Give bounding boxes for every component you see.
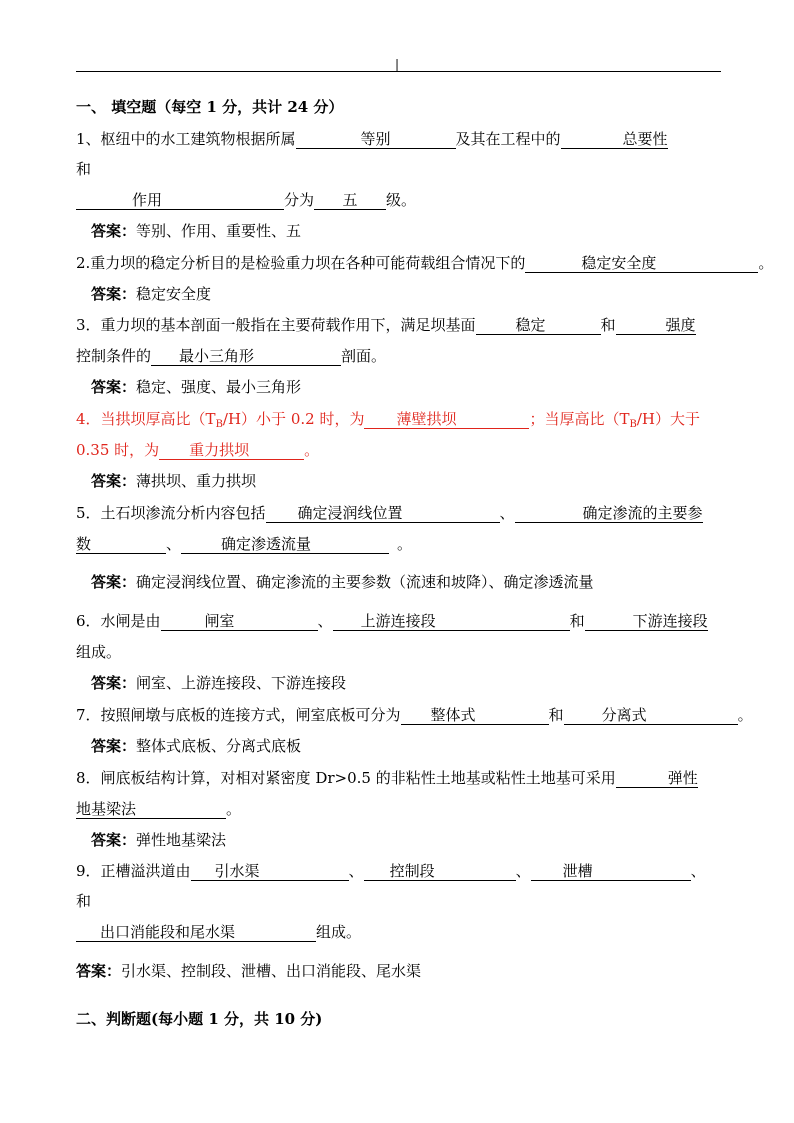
- q1-text-end: 级。: [386, 191, 417, 209]
- header-rule: [76, 71, 721, 72]
- q5-blank-1: 确定浸润线位置: [266, 505, 500, 523]
- q7-text-end: 。: [737, 706, 753, 724]
- q9-blank-3: 泄槽: [531, 863, 691, 881]
- q1-text: 1、枢纽中的水工建筑物根据所属: [76, 130, 296, 148]
- answer-label: 答案：: [91, 737, 137, 755]
- answer-6: [91, 673, 346, 693]
- answer-8: [91, 830, 226, 850]
- answer-label: 答案：: [91, 222, 137, 240]
- q3-text-2: 控制条件的: [76, 347, 152, 365]
- q9-sep-3: 、: [690, 862, 706, 880]
- q8-blank-1-cont: 地基梁法: [76, 801, 226, 819]
- question-1-line-1: [76, 129, 668, 149]
- q2-text-end: 。: [758, 254, 774, 272]
- q4-text: 4．当拱坝厚高比（T: [76, 410, 216, 428]
- answer-4: [91, 471, 256, 491]
- q7-blank-2: 分离式: [564, 707, 738, 725]
- question-7-line-1: [76, 705, 753, 725]
- q5-blank-2: 确定渗流的主要参: [515, 505, 703, 523]
- question-5-line-2: [76, 534, 412, 554]
- q5-blank-2-cont: 数: [76, 536, 166, 554]
- q4-subscript-2: B: [629, 419, 637, 430]
- q5-blank-3: 确定渗透流量: [181, 536, 389, 554]
- q3-blank-3: 最小三角形: [151, 348, 341, 366]
- question-1-line-3: [76, 190, 416, 210]
- q1-blank-3: 作用: [76, 192, 284, 210]
- q9-blank-2: 控制段: [364, 863, 516, 881]
- question-8-line-1: [76, 768, 698, 788]
- answer-text: 引水渠、控制段、泄槽、出口消能段、尾水渠: [121, 962, 422, 980]
- section-1-title: 一、 填空题（每空 1 分，共计 24 分）: [76, 98, 344, 116]
- q3-blank-1: 稳定: [476, 317, 601, 335]
- answer-label: 答案：: [91, 472, 137, 490]
- q4-text-end: 。: [304, 441, 320, 459]
- question-3-line-1: [76, 315, 696, 335]
- answer-7: [91, 736, 301, 756]
- question-9-line-2: 和: [76, 892, 92, 910]
- q1-text-mid2: 分为: [284, 191, 315, 209]
- q8-text: 8．闸底板结构计算，对相对紧密度 Dr>0.5 的非粘性土地基或粘性土地基可采用: [76, 769, 616, 787]
- q5-text: 5．土石坝渗流分析内容包括: [76, 504, 266, 522]
- answer-label: 答案：: [76, 962, 122, 980]
- q9-sep-2: 、: [515, 862, 531, 880]
- q9-sep: 、: [348, 862, 364, 880]
- question-9-line-3: [76, 922, 361, 942]
- q3-blank-2: 强度: [616, 317, 696, 335]
- q1-text-mid: 及其在工程中的: [455, 130, 561, 148]
- q9-blank-4: 出口消能段和尾水渠: [76, 924, 316, 942]
- q1-blank-4: 五: [314, 192, 386, 210]
- answer-9: [76, 961, 421, 981]
- answer-text: 确定浸润线位置、确定渗流的主要参数（流速和坡降）、确定渗透流量: [136, 573, 594, 591]
- q4-text-mid2: /H）大于: [636, 410, 700, 428]
- question-4-line-1: [76, 409, 700, 435]
- q3-text-mid: 和: [600, 316, 616, 334]
- q8-text-end: 。: [226, 800, 242, 818]
- question-8-line-2: [76, 799, 241, 819]
- question-6-line-1: [76, 611, 708, 631]
- header-mark: |: [395, 57, 400, 71]
- question-9-line-1: [76, 861, 706, 881]
- answer-text: 稳定安全度: [136, 285, 212, 303]
- q4-text-3: 0.35 时，为: [76, 441, 160, 459]
- question-1-line-2: 和: [76, 160, 92, 178]
- question-6-line-2: 组成。: [76, 643, 122, 661]
- question-5-line-1: [76, 503, 703, 523]
- q4-subscript: B: [215, 419, 223, 430]
- section-2-title: 二、判断题(每小题 1 分，共 10 分): [76, 1010, 323, 1028]
- q5-sep: 、: [499, 504, 515, 522]
- q4-blank-1: 薄壁拱坝: [364, 411, 529, 429]
- q7-blank-1: 整体式: [401, 707, 549, 725]
- q4-text-mid: ；当厚高比（T: [529, 410, 630, 428]
- q3-text: 3．重力坝的基本剖面一般指在主要荷载作用下，满足坝基面: [76, 316, 476, 334]
- answer-text: 薄拱坝、重力拱坝: [136, 472, 257, 490]
- q5-sep-2: 、: [166, 535, 182, 553]
- q6-text: 6．水闸是由: [76, 612, 161, 630]
- q6-blank-3: 下游连接段: [585, 613, 708, 631]
- q8-blank-1: 弹性: [616, 770, 698, 788]
- answer-text: 弹性地基梁法: [136, 831, 227, 849]
- q6-text-mid: 和: [569, 612, 585, 630]
- q9-blank-1: 引水渠: [191, 863, 349, 881]
- q2-blank-1: 稳定安全度: [525, 255, 758, 273]
- answer-text: 整体式底板、分离式底板: [136, 737, 302, 755]
- q4-blank-2: 重力拱坝: [159, 442, 304, 460]
- answer-text: 等别、作用、重要性、五: [136, 222, 302, 240]
- q4-text-2: /H）小于 0.2 时，为: [222, 410, 365, 428]
- q6-blank-1: 闸室: [161, 613, 318, 631]
- answer-text: 闸室、上游连接段、下游连接段: [136, 674, 347, 692]
- q9-text-end: 组成。: [316, 923, 362, 941]
- answer-label: 答案：: [91, 378, 137, 396]
- answer-label: 答案：: [91, 831, 137, 849]
- answer-2: [91, 284, 211, 304]
- q2-text: 2.重力坝的稳定分析目的是检验重力坝在各种可能荷载组合情况下的: [76, 254, 526, 272]
- answer-text: 稳定、强度、最小三角形: [136, 378, 302, 396]
- q6-sep: 、: [317, 612, 333, 630]
- question-3-line-2: [76, 346, 386, 366]
- q1-blank-2: 总要性: [561, 131, 668, 149]
- q7-text-mid: 和: [548, 706, 564, 724]
- question-2-line-1: [76, 253, 773, 273]
- q9-text: 9．正槽溢洪道由: [76, 862, 191, 880]
- answer-label: 答案：: [91, 285, 137, 303]
- q5-text-end: 。: [397, 535, 413, 553]
- answer-label: 答案：: [91, 674, 137, 692]
- q6-blank-2: 上游连接段: [333, 613, 570, 631]
- answer-3: [91, 377, 301, 397]
- answer-label: 答案：: [91, 573, 137, 591]
- q7-text: 7．按照闸墩与底板的连接方式，闸室底板可分为: [76, 706, 401, 724]
- answer-1: [91, 221, 301, 241]
- answer-5: [91, 572, 594, 592]
- q1-blank-1: 等别: [296, 131, 456, 149]
- question-4-line-2: [76, 440, 319, 460]
- q3-text-end: 剖面。: [341, 347, 387, 365]
